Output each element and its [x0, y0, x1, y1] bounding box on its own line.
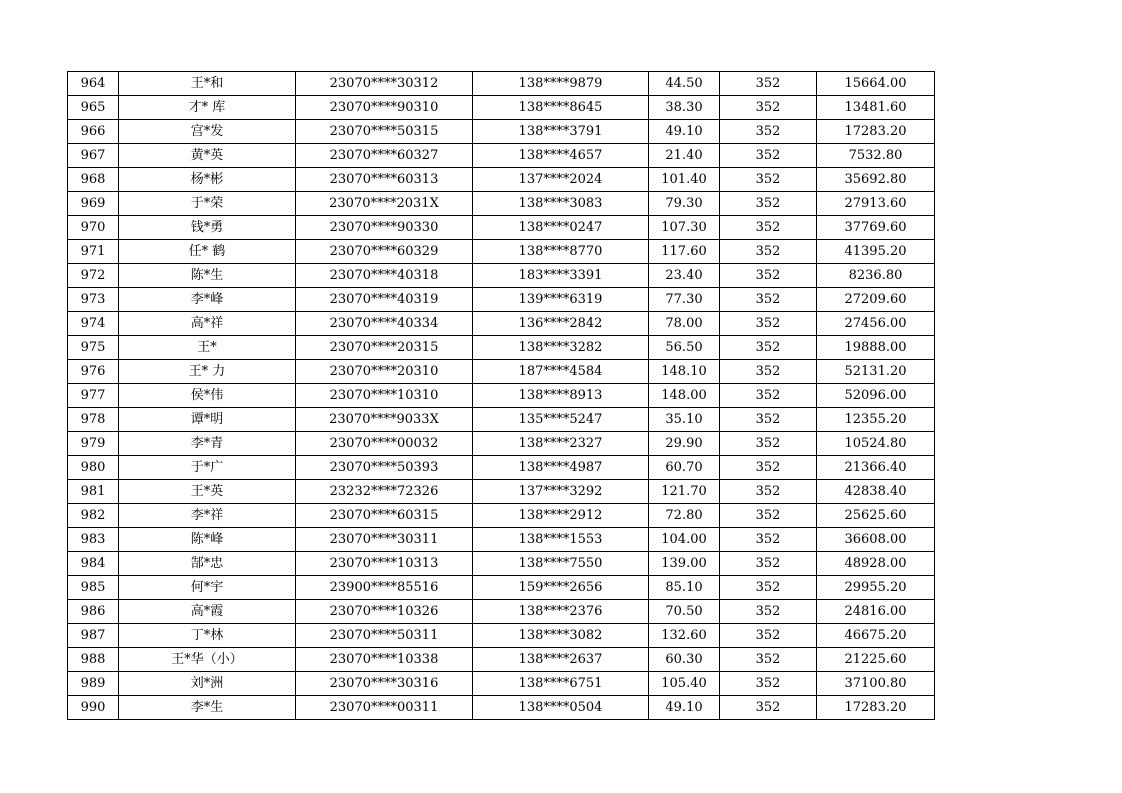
cell-id-number: 23070****10310: [296, 384, 473, 408]
cell-amount: 25625.60: [817, 504, 935, 528]
table-row: [68, 696, 935, 720]
cell-unit-price: 352: [720, 552, 817, 576]
cell-index: 966: [68, 120, 119, 144]
cell-area: 139.00: [649, 552, 720, 576]
table-row: [68, 624, 935, 648]
cell-id-number: 23070****20310: [296, 360, 473, 384]
cell-amount: 52131.20: [817, 360, 935, 384]
table-row: [68, 72, 935, 96]
cell-amount: 42838.40: [817, 480, 935, 504]
spreadsheet-page: [67, 71, 935, 720]
cell-amount: 37100.80: [817, 672, 935, 696]
cell-index: 972: [68, 264, 119, 288]
cell-area: 35.10: [649, 408, 720, 432]
cell-phone: 138****4657: [473, 144, 649, 168]
cell-phone: 138****2327: [473, 432, 649, 456]
cell-unit-price: 352: [720, 528, 817, 552]
cell-index: 964: [68, 72, 119, 96]
cell-phone: 138****3083: [473, 192, 649, 216]
table-row: [68, 288, 935, 312]
cell-amount: 29955.20: [817, 576, 935, 600]
cell-unit-price: 352: [720, 432, 817, 456]
cell-name: 黄*英: [119, 144, 296, 168]
cell-area: 38.30: [649, 96, 720, 120]
cell-amount: 21225.60: [817, 648, 935, 672]
cell-amount: 17283.20: [817, 696, 935, 720]
cell-index: 982: [68, 504, 119, 528]
cell-id-number: 23070****2031X: [296, 192, 473, 216]
cell-name: 高*霞: [119, 600, 296, 624]
cell-id-number: 23070****60327: [296, 144, 473, 168]
table-row: [68, 144, 935, 168]
cell-unit-price: 352: [720, 360, 817, 384]
cell-amount: 10524.80: [817, 432, 935, 456]
table-row: [68, 552, 935, 576]
cell-index: 969: [68, 192, 119, 216]
cell-name: 王*英: [119, 480, 296, 504]
cell-phone: 138****9879: [473, 72, 649, 96]
cell-unit-price: 352: [720, 384, 817, 408]
cell-name: 李*峰: [119, 288, 296, 312]
cell-unit-price: 352: [720, 336, 817, 360]
cell-index: 976: [68, 360, 119, 384]
cell-phone: 138****6751: [473, 672, 649, 696]
cell-name: 王*: [119, 336, 296, 360]
cell-id-number: 23070****30312: [296, 72, 473, 96]
cell-index: 981: [68, 480, 119, 504]
cell-unit-price: 352: [720, 696, 817, 720]
cell-name: 丁*林: [119, 624, 296, 648]
cell-name: 于*荣: [119, 192, 296, 216]
cell-index: 974: [68, 312, 119, 336]
cell-area: 72.80: [649, 504, 720, 528]
cell-index: 967: [68, 144, 119, 168]
table-row: [68, 504, 935, 528]
cell-index: 985: [68, 576, 119, 600]
cell-index: 978: [68, 408, 119, 432]
cell-area: 107.30: [649, 216, 720, 240]
cell-amount: 8236.80: [817, 264, 935, 288]
cell-unit-price: 352: [720, 120, 817, 144]
cell-area: 60.30: [649, 648, 720, 672]
cell-amount: 19888.00: [817, 336, 935, 360]
cell-name: 才* 库: [119, 96, 296, 120]
cell-amount: 15664.00: [817, 72, 935, 96]
cell-id-number: 23070****10326: [296, 600, 473, 624]
cell-id-number: 23070****30316: [296, 672, 473, 696]
cell-unit-price: 352: [720, 504, 817, 528]
cell-name: 李*生: [119, 696, 296, 720]
cell-unit-price: 352: [720, 576, 817, 600]
cell-area: 77.30: [649, 288, 720, 312]
table-row: [68, 600, 935, 624]
cell-index: 979: [68, 432, 119, 456]
cell-name: 郜*忠: [119, 552, 296, 576]
table-row: [68, 120, 935, 144]
cell-area: 23.40: [649, 264, 720, 288]
cell-phone: 187****4584: [473, 360, 649, 384]
cell-name: 李*祥: [119, 504, 296, 528]
cell-id-number: 23070****9033X: [296, 408, 473, 432]
cell-index: 975: [68, 336, 119, 360]
cell-area: 104.00: [649, 528, 720, 552]
table-body: [68, 72, 935, 720]
cell-index: 977: [68, 384, 119, 408]
cell-index: 973: [68, 288, 119, 312]
cell-id-number: 23070****50393: [296, 456, 473, 480]
cell-unit-price: 352: [720, 240, 817, 264]
table-row: [68, 576, 935, 600]
cell-amount: 41395.20: [817, 240, 935, 264]
cell-area: 70.50: [649, 600, 720, 624]
cell-area: 49.10: [649, 696, 720, 720]
cell-amount: 27456.00: [817, 312, 935, 336]
cell-id-number: 23070****40318: [296, 264, 473, 288]
cell-phone: 138****2376: [473, 600, 649, 624]
cell-phone: 138****0247: [473, 216, 649, 240]
cell-name: 王*华（小）: [119, 648, 296, 672]
cell-area: 79.30: [649, 192, 720, 216]
table-row: [68, 408, 935, 432]
cell-amount: 17283.20: [817, 120, 935, 144]
cell-unit-price: 352: [720, 600, 817, 624]
cell-phone: 138****8645: [473, 96, 649, 120]
cell-unit-price: 352: [720, 264, 817, 288]
cell-amount: 7532.80: [817, 144, 935, 168]
table-row: [68, 216, 935, 240]
cell-amount: 27209.60: [817, 288, 935, 312]
table-row: [68, 312, 935, 336]
cell-name: 侯*伟: [119, 384, 296, 408]
cell-unit-price: 352: [720, 480, 817, 504]
cell-phone: 138****2912: [473, 504, 649, 528]
cell-unit-price: 352: [720, 72, 817, 96]
cell-name: 陈*生: [119, 264, 296, 288]
table-row: [68, 648, 935, 672]
cell-amount: 37769.60: [817, 216, 935, 240]
cell-amount: 27913.60: [817, 192, 935, 216]
cell-id-number: 23070****20315: [296, 336, 473, 360]
cell-amount: 46675.20: [817, 624, 935, 648]
cell-phone: 138****3282: [473, 336, 649, 360]
cell-phone: 138****1553: [473, 528, 649, 552]
table-row: [68, 360, 935, 384]
cell-unit-price: 352: [720, 216, 817, 240]
cell-area: 85.10: [649, 576, 720, 600]
cell-index: 990: [68, 696, 119, 720]
table-row: [68, 456, 935, 480]
cell-id-number: 23070****00032: [296, 432, 473, 456]
cell-phone: 138****8770: [473, 240, 649, 264]
cell-id-number: 23070****10338: [296, 648, 473, 672]
table-row: [68, 96, 935, 120]
cell-phone: 135****5247: [473, 408, 649, 432]
cell-amount: 13481.60: [817, 96, 935, 120]
cell-name: 杨*彬: [119, 168, 296, 192]
table-row: [68, 672, 935, 696]
table-row: [68, 480, 935, 504]
cell-index: 983: [68, 528, 119, 552]
cell-index: 984: [68, 552, 119, 576]
cell-area: 121.70: [649, 480, 720, 504]
cell-phone: 136****2842: [473, 312, 649, 336]
cell-name: 谭*明: [119, 408, 296, 432]
cell-area: 105.40: [649, 672, 720, 696]
cell-amount: 21366.40: [817, 456, 935, 480]
cell-amount: 36608.00: [817, 528, 935, 552]
cell-unit-price: 352: [720, 672, 817, 696]
cell-unit-price: 352: [720, 168, 817, 192]
cell-phone: 138****3082: [473, 624, 649, 648]
cell-phone: 159****2656: [473, 576, 649, 600]
cell-phone: 138****8913: [473, 384, 649, 408]
cell-id-number: 23070****60315: [296, 504, 473, 528]
cell-name: 陈*峰: [119, 528, 296, 552]
cell-amount: 24816.00: [817, 600, 935, 624]
cell-name: 何*宇: [119, 576, 296, 600]
cell-name: 刘*洲: [119, 672, 296, 696]
cell-id-number: 23070****90310: [296, 96, 473, 120]
cell-area: 49.10: [649, 120, 720, 144]
table-row: [68, 168, 935, 192]
cell-area: 78.00: [649, 312, 720, 336]
cell-area: 148.10: [649, 360, 720, 384]
cell-index: 987: [68, 624, 119, 648]
data-table: [67, 71, 935, 720]
table-row: [68, 192, 935, 216]
cell-id-number: 23070****60329: [296, 240, 473, 264]
cell-name: 于*广: [119, 456, 296, 480]
cell-name: 宫*发: [119, 120, 296, 144]
cell-phone: 138****7550: [473, 552, 649, 576]
cell-area: 21.40: [649, 144, 720, 168]
table-row: [68, 384, 935, 408]
cell-index: 968: [68, 168, 119, 192]
cell-phone: 137****2024: [473, 168, 649, 192]
cell-area: 132.60: [649, 624, 720, 648]
table-row: [68, 432, 935, 456]
cell-area: 44.50: [649, 72, 720, 96]
cell-unit-price: 352: [720, 192, 817, 216]
cell-index: 980: [68, 456, 119, 480]
cell-index: 970: [68, 216, 119, 240]
cell-unit-price: 352: [720, 144, 817, 168]
cell-index: 971: [68, 240, 119, 264]
cell-name: 王*和: [119, 72, 296, 96]
cell-name: 高*祥: [119, 312, 296, 336]
cell-phone: 139****6319: [473, 288, 649, 312]
cell-index: 965: [68, 96, 119, 120]
cell-unit-price: 352: [720, 456, 817, 480]
cell-phone: 137****3292: [473, 480, 649, 504]
table-row: [68, 240, 935, 264]
cell-amount: 48928.00: [817, 552, 935, 576]
cell-index: 989: [68, 672, 119, 696]
cell-amount: 35692.80: [817, 168, 935, 192]
cell-area: 29.90: [649, 432, 720, 456]
cell-name: 钱*勇: [119, 216, 296, 240]
cell-amount: 52096.00: [817, 384, 935, 408]
cell-id-number: 23070****50315: [296, 120, 473, 144]
cell-phone: 138****0504: [473, 696, 649, 720]
cell-id-number: 23070****50311: [296, 624, 473, 648]
cell-unit-price: 352: [720, 624, 817, 648]
cell-amount: 12355.20: [817, 408, 935, 432]
cell-id-number: 23070****10313: [296, 552, 473, 576]
cell-area: 117.60: [649, 240, 720, 264]
cell-unit-price: 352: [720, 648, 817, 672]
cell-id-number: 23070****40319: [296, 288, 473, 312]
cell-phone: 138****4987: [473, 456, 649, 480]
cell-index: 986: [68, 600, 119, 624]
cell-id-number: 23900****85516: [296, 576, 473, 600]
cell-id-number: 23232****72326: [296, 480, 473, 504]
cell-unit-price: 352: [720, 408, 817, 432]
cell-id-number: 23070****60313: [296, 168, 473, 192]
cell-unit-price: 352: [720, 288, 817, 312]
cell-area: 101.40: [649, 168, 720, 192]
cell-id-number: 23070****00311: [296, 696, 473, 720]
cell-id-number: 23070****40334: [296, 312, 473, 336]
cell-name: 李*青: [119, 432, 296, 456]
cell-phone: 183****3391: [473, 264, 649, 288]
cell-index: 988: [68, 648, 119, 672]
cell-unit-price: 352: [720, 96, 817, 120]
cell-area: 60.70: [649, 456, 720, 480]
table-row: [68, 264, 935, 288]
cell-phone: 138****3791: [473, 120, 649, 144]
cell-area: 56.50: [649, 336, 720, 360]
cell-phone: 138****2637: [473, 648, 649, 672]
cell-id-number: 23070****90330: [296, 216, 473, 240]
cell-name: 王* 力: [119, 360, 296, 384]
cell-id-number: 23070****30311: [296, 528, 473, 552]
cell-name: 任* 鹤: [119, 240, 296, 264]
table-row: [68, 528, 935, 552]
table-row: [68, 336, 935, 360]
cell-unit-price: 352: [720, 312, 817, 336]
cell-area: 148.00: [649, 384, 720, 408]
